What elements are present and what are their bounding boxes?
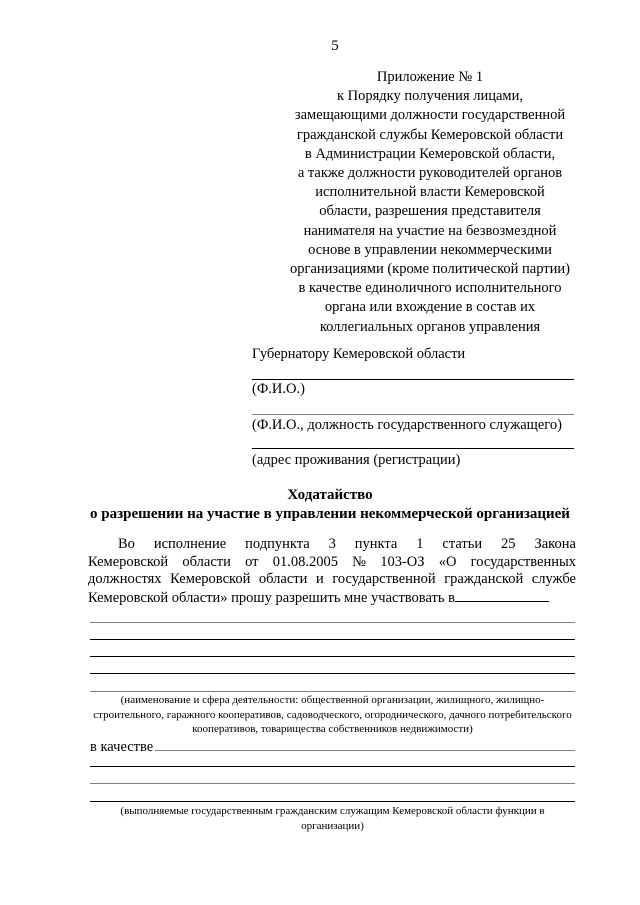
body-line-1: Во исполнение подпункта 3 пункта 1 статьи 25 Закона [118, 536, 576, 552]
body-line-2: Кемеровской области от 01.08.2005 № 103-ОЗ «О государственных [88, 553, 576, 570]
function-line[interactable] [90, 801, 575, 802]
body-line-4: Кемеровской области» прошу разрешить мне участвовать в [88, 589, 576, 608]
address-line[interactable] [252, 448, 574, 449]
document-title [80, 486, 580, 524]
participation-blank[interactable] [455, 589, 549, 602]
capacity-row [90, 738, 575, 756]
function-line[interactable] [90, 783, 575, 784]
appendix-line: к Порядку получения лицами, [336, 88, 523, 105]
petition-body [88, 536, 576, 607]
body-line-3: должностях Кемеровской области и государственной гражданской службе [88, 571, 576, 587]
organization-line[interactable] [90, 673, 575, 674]
capacity-label: в качестве [90, 739, 154, 755]
fio-line[interactable] [252, 379, 574, 380]
appendix-line: гражданской службы Кемеровской области [296, 126, 564, 143]
subtitle-line: о разрешении на участие в управлении некоммерческой организацией [90, 506, 570, 522]
appendix-line: основе в управлении некоммерческими [308, 241, 552, 258]
appendix-line: области, разрешения представителя [319, 203, 541, 220]
appendix-line: замещающими должности государственной [294, 107, 566, 124]
appendix-line: в Администрации Кемеровской области, [304, 145, 556, 162]
function-hint: (выполняемые государственным гражданским служащим Кемеровской области функции в организации) [120, 805, 545, 832]
page-number: 5 [331, 38, 339, 54]
organization-line[interactable] [90, 691, 575, 692]
appendix-line: Приложение № 1 [376, 69, 484, 85]
capacity-blank[interactable] [155, 738, 575, 751]
organization-line[interactable] [90, 639, 575, 640]
position-line[interactable] [252, 414, 574, 415]
appendix-line: организациями (кроме политической партии) [290, 261, 570, 278]
appendix-line: нанимателя на участие на безвозмездной [303, 222, 557, 239]
position-label: (Ф.И.О., должность государственного служащего) [252, 417, 562, 433]
title-line: Ходатайство [287, 487, 373, 503]
addressee-to: Губернатору Кемеровской области [252, 346, 466, 362]
appendix-line: исполнительной власти Кемеровской [315, 184, 545, 201]
appendix-line: коллегиальных органов управления [319, 318, 541, 335]
organization-hint: (наименование и сфера деятельности: общественной организации, жилищного, жилищно-строительного, гаражного кооперативов, садоводческого, огороднического, дачного потребительского кооперативов, товарищества собственников недвижимости) [93, 694, 572, 735]
function-line[interactable] [90, 766, 575, 767]
appendix-line: органа или вхождение в состав их [324, 299, 536, 316]
appendix-line: в качестве единоличного исполнительного [298, 280, 562, 297]
fio-label: (Ф.И.О.) [252, 381, 305, 397]
appendix-line: а также должности руководителей органов [297, 165, 563, 182]
address-label: (адрес проживания (регистрации) [252, 452, 461, 468]
appendix-header [250, 68, 610, 337]
organization-line[interactable] [90, 656, 575, 657]
organization-line[interactable] [90, 622, 575, 623]
